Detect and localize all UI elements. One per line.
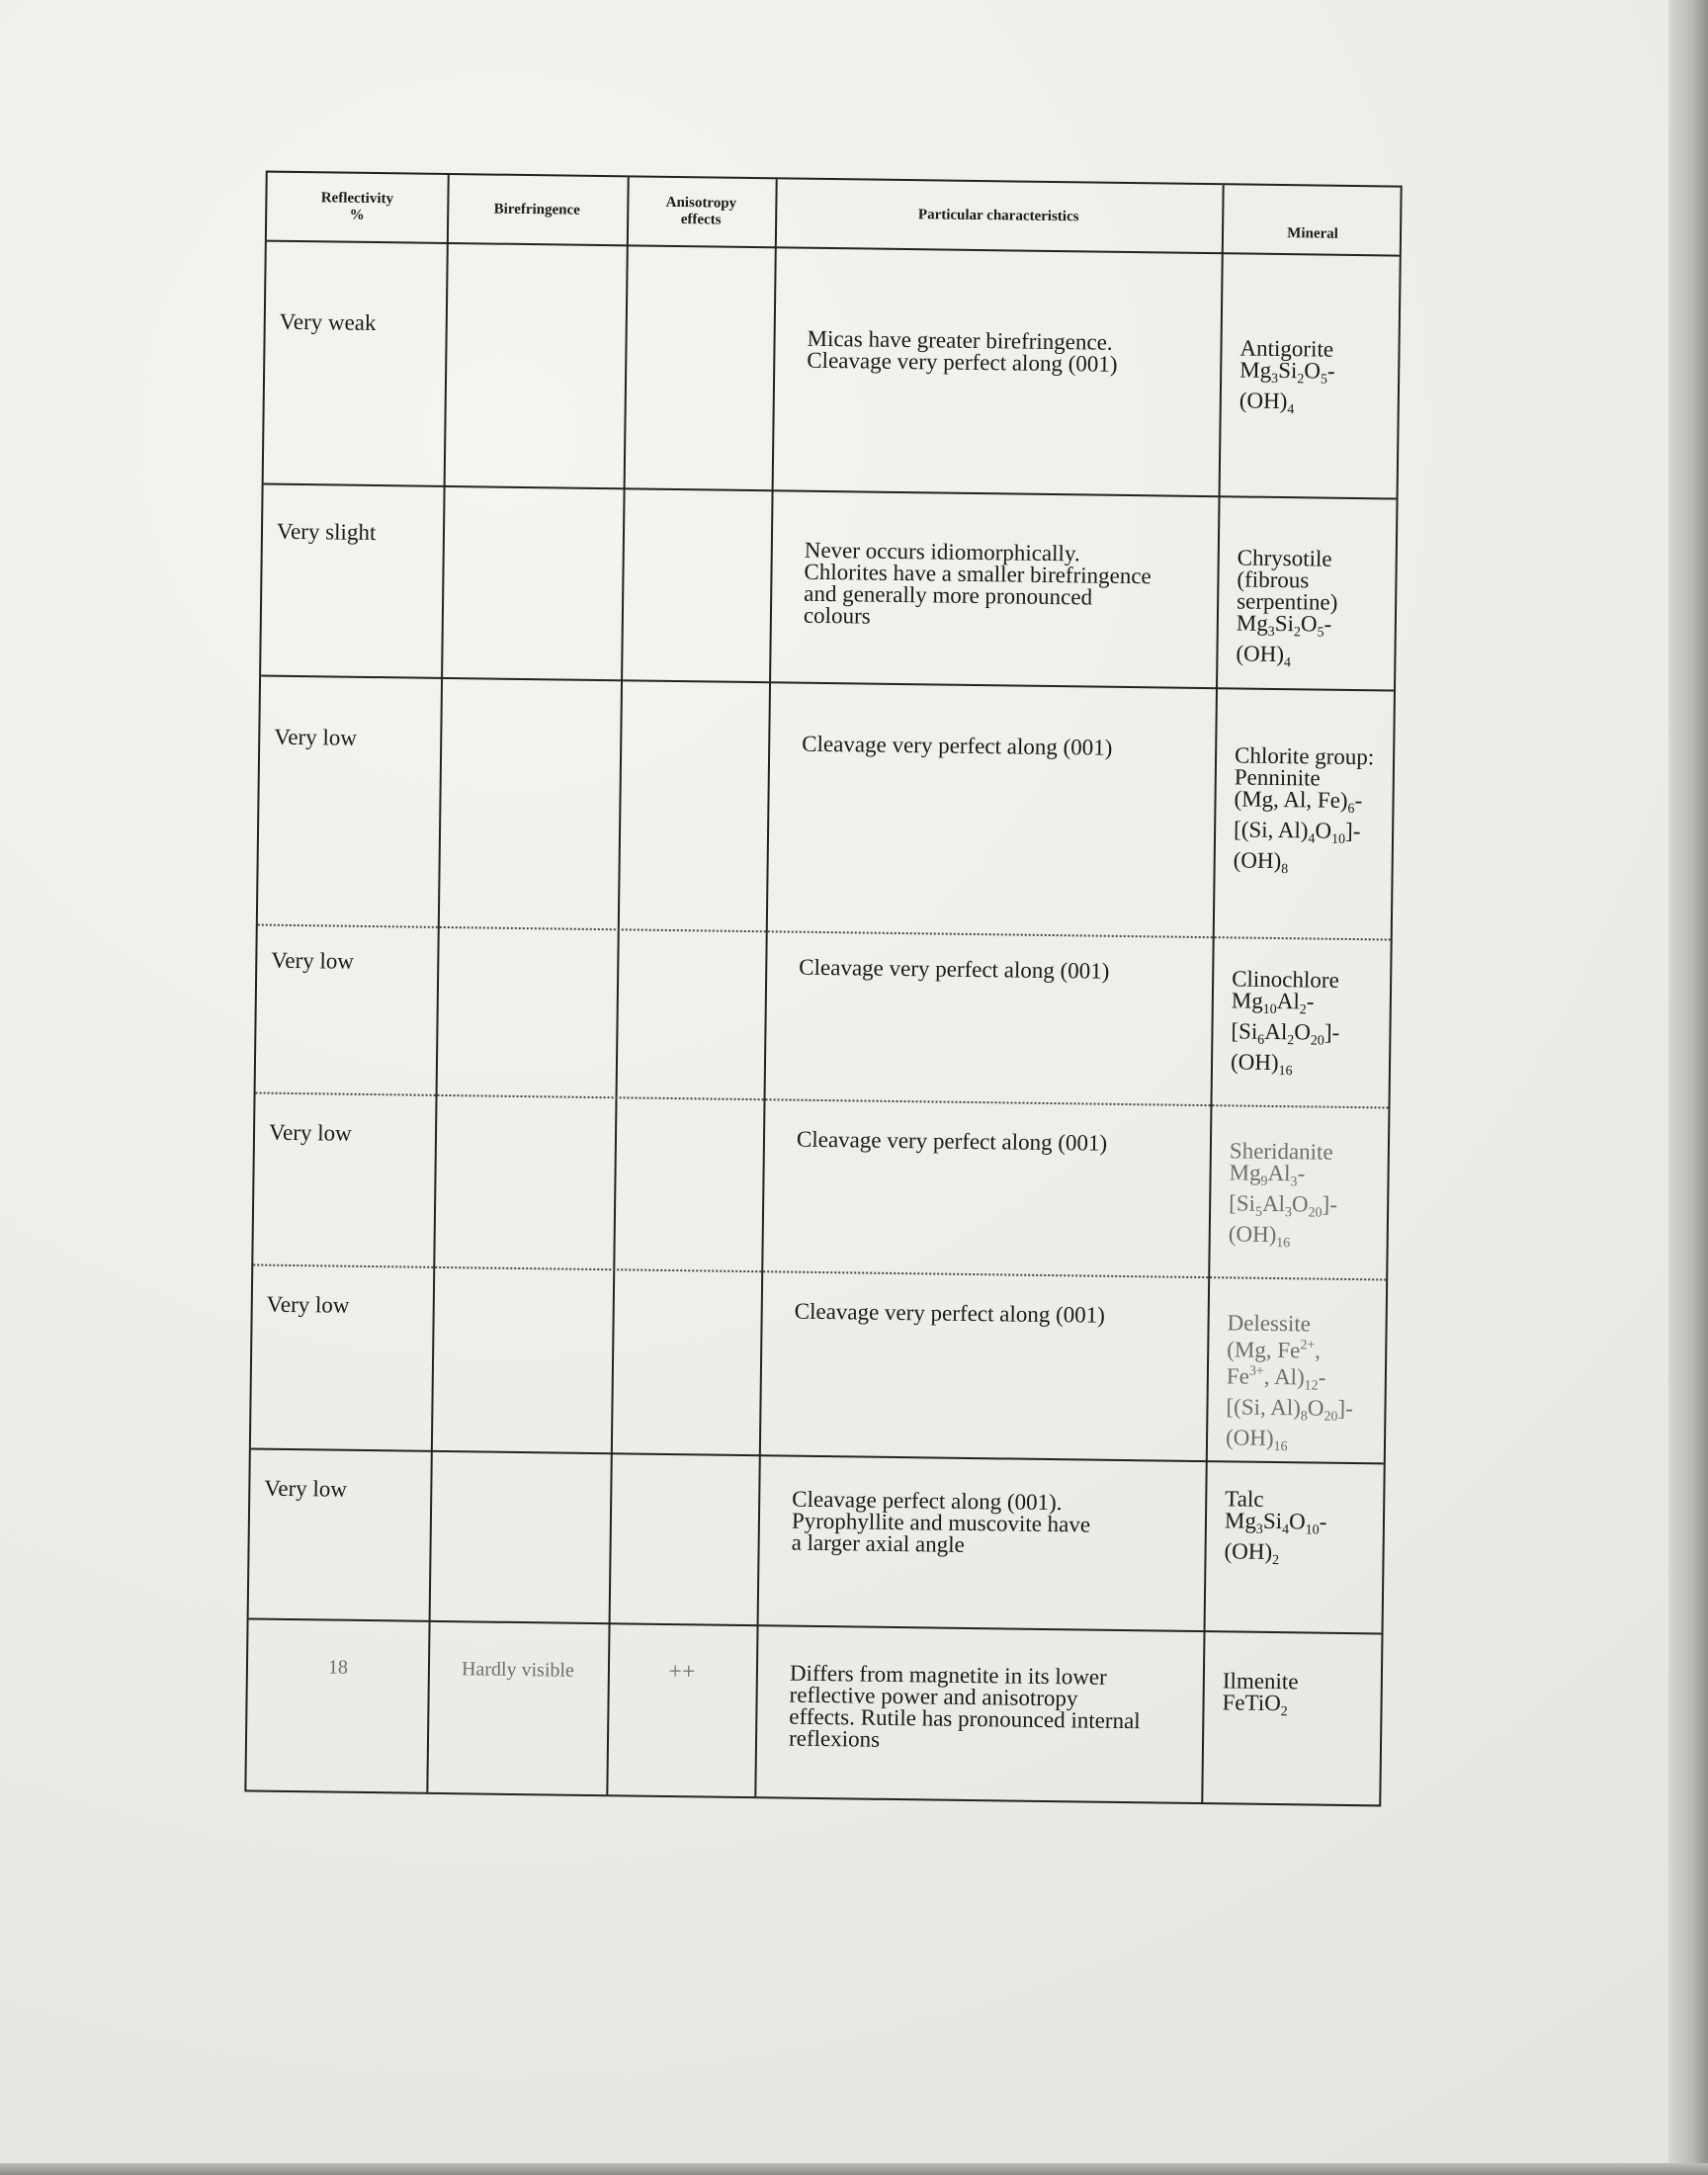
- mineral-cell: Chlorite group: Penninite (Mg, Al, $Fe)_6-$ [(Si, $Al)_4O_{10}]-$ $(OH)_8$: [1233, 742, 1375, 878]
- column-divider: [754, 179, 777, 1796]
- mineral-cell: Talc $Mg_3Si_4O_{10}-$ $(OH)_2$: [1224, 1486, 1327, 1569]
- characteristics-cell: Cleavage perfect along (001). Pyrophyllite and muscovite have a larger axial angle: [791, 1486, 1091, 1557]
- column-divider: [426, 175, 449, 1792]
- mineral-cell: Ilmenite FeTiO$_2$: [1222, 1668, 1299, 1720]
- header-reflectivity: Reflectivity %: [320, 190, 394, 223]
- column-divider: [1201, 185, 1224, 1802]
- header-birefringence: Birefringence: [493, 201, 580, 218]
- reflectivity-cell: Very slight: [276, 518, 377, 546]
- mineral-cell: Clinochlore $Mg_{10}Al_2-$ $[Si_6Al_2O_{20}]-$ $(OH)_{16}$: [1230, 966, 1340, 1080]
- row-rule-dotted: [258, 924, 1391, 941]
- header-mineral: Mineral: [1287, 224, 1338, 242]
- row-rule: [264, 483, 1397, 500]
- header-anisotropy: Anisotropy effects: [665, 194, 737, 228]
- row-rule: [251, 1447, 1384, 1464]
- reflectivity-cell: Very low: [274, 724, 358, 750]
- mineral-cell: Chrysotile (fibrous serpentine) $Mg_3Si_2O_5-$ $(OH)_4$: [1236, 545, 1338, 671]
- characteristics-cell: Cleavage very perfect along (001): [802, 731, 1113, 760]
- birefringence-cell: Hardly visible: [461, 1658, 575, 1682]
- reflectivity-cell: Very low: [266, 1291, 350, 1318]
- mineral-cell: Antigorite $Mg_3Si_2O_5-$ $(OH)_4$: [1238, 335, 1335, 418]
- row-rule-dotted: [256, 1091, 1389, 1108]
- characteristics-cell: Cleavage very perfect along (001): [799, 954, 1110, 984]
- characteristics-cell: Micas have greater birefringence. Cleavage very perfect along (001): [807, 325, 1118, 377]
- reflectivity-cell: Very weak: [279, 308, 377, 336]
- anisotropy-cell: ++: [668, 1659, 696, 1686]
- column-divider: [606, 177, 629, 1794]
- header-characteristics: Particular characteristics: [917, 206, 1079, 224]
- mineral-cell: Delessite (Mg, $Fe^{2+}$, $Fe^{3+}$, $Al)_{12}-$ [(Si, $Al)_8O_{20}]-$ $(OH)_{16}$: [1225, 1310, 1353, 1455]
- characteristics-cell: Cleavage very perfect along (001): [794, 1298, 1106, 1328]
- row-rule: [249, 1617, 1382, 1634]
- characteristics-cell: Never occurs idiomorphically. Chlorites have a smaller birefringence and generally more pronounced colours: [803, 537, 1152, 629]
- book-binding-edge: [1668, 0, 1708, 2175]
- characteristics-cell: Differs from magnetite in its lower reflective power and anisotropy effects. Rutile has pronounced internal reflexions: [788, 1660, 1141, 1752]
- mineral-table: [244, 171, 1402, 1807]
- reflectivity-cell: Very low: [271, 947, 355, 974]
- row-rule-dotted: [253, 1263, 1386, 1280]
- characteristics-cell: Cleavage very perfect along (001): [796, 1126, 1108, 1156]
- reflectivity-cell: Very low: [264, 1475, 348, 1502]
- row-rule: [261, 675, 1394, 692]
- page-bottom-edge: [0, 2163, 1708, 2175]
- reflectivity-cell: 18: [327, 1656, 349, 1679]
- mineral-cell: Sheridanite $Mg_9Al_3-$ $[Si_5Al_3O_{20}]-$ $(OH)_{16}$: [1228, 1138, 1338, 1252]
- reflectivity-cell: Very low: [268, 1119, 352, 1146]
